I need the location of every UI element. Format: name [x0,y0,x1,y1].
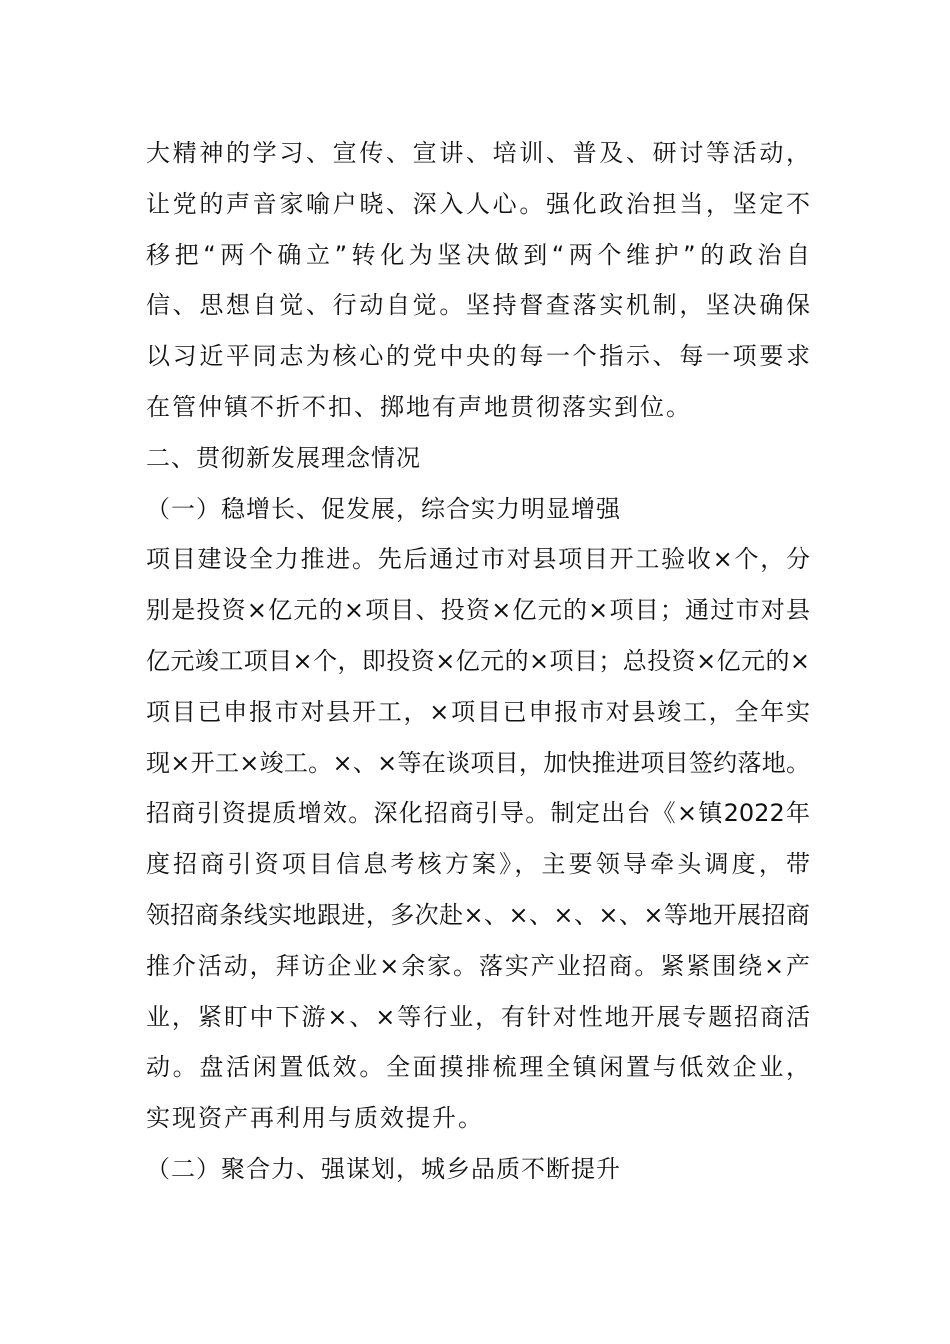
paragraph-line: 在管仲镇不折不扣、掷地有声地贯彻落实到位。 [146,392,692,421]
paragraph-line: 项目已申报市对县开工，×项目已申报市对县竣工，全年实 [146,697,810,726]
paragraph-line: 推介活动，拜访企业×余家。落实产业招商。紧紧围绕×产 [146,951,810,980]
subsection-heading: （二）聚合力、强谋划，城乡品质不断提升 [146,1154,621,1183]
paragraph-line: 度招商引资项目信息考核方案》，主要领导牵头调度，带 [146,850,810,879]
paragraph-line: 项目建设全力推进。先后通过市对县项目开工验收×个，分 [146,545,810,574]
paragraph-line: 实现资产再利用与质效提升。 [146,1104,484,1133]
paragraph-line: 亿元竣工项目×个，即投资×亿元的×项目；总投资×亿元的× [146,646,810,675]
paragraph-line: 以习近平同志为核心的党中央的每一个指示、每一项要求 [146,342,810,371]
paragraph-line: 信、思想自觉、行动自觉。坚持督查落实机制，坚决确保 [146,291,810,320]
paragraph-line: 业，紧盯中下游×、×等行业，有针对性地开展专题招商活 [146,1002,810,1031]
paragraph-line: 现×开工×竣工。×、×等在谈项目，加快推进项目签约落地。 [146,748,810,777]
paragraph-line: 动。盘活闲置低效。全面摸排梳理全镇闲置与低效企业， [146,1053,810,1082]
paragraph-line: 领招商条线实地跟进，多次赴×、×、×、×、×等地开展招商 [146,900,810,929]
paragraph-line: 招商引资提质增效。深化招商引导。制定出台《×镇2022年 [146,799,810,828]
document-body [146,128,810,1195]
paragraph-line: 移把“两个确立”转化为坚决做到“两个维护”的政治自 [146,240,810,269]
section-heading: 二、贯彻新发展理念情况 [146,443,421,472]
paragraph-line: 别是投资×亿元的×项目、投资×亿元的×项目；通过市对县 [146,596,810,625]
paragraph-line: 让党的声音家喻户晓、深入人心。强化政治担当，坚定不 [146,189,810,218]
subsection-heading: （一）稳增长、促发展，综合实力明显增强 [146,494,621,523]
paragraph-line: 大精神的学习、宣传、宣讲、培训、普及、研讨等活动， [146,139,810,167]
